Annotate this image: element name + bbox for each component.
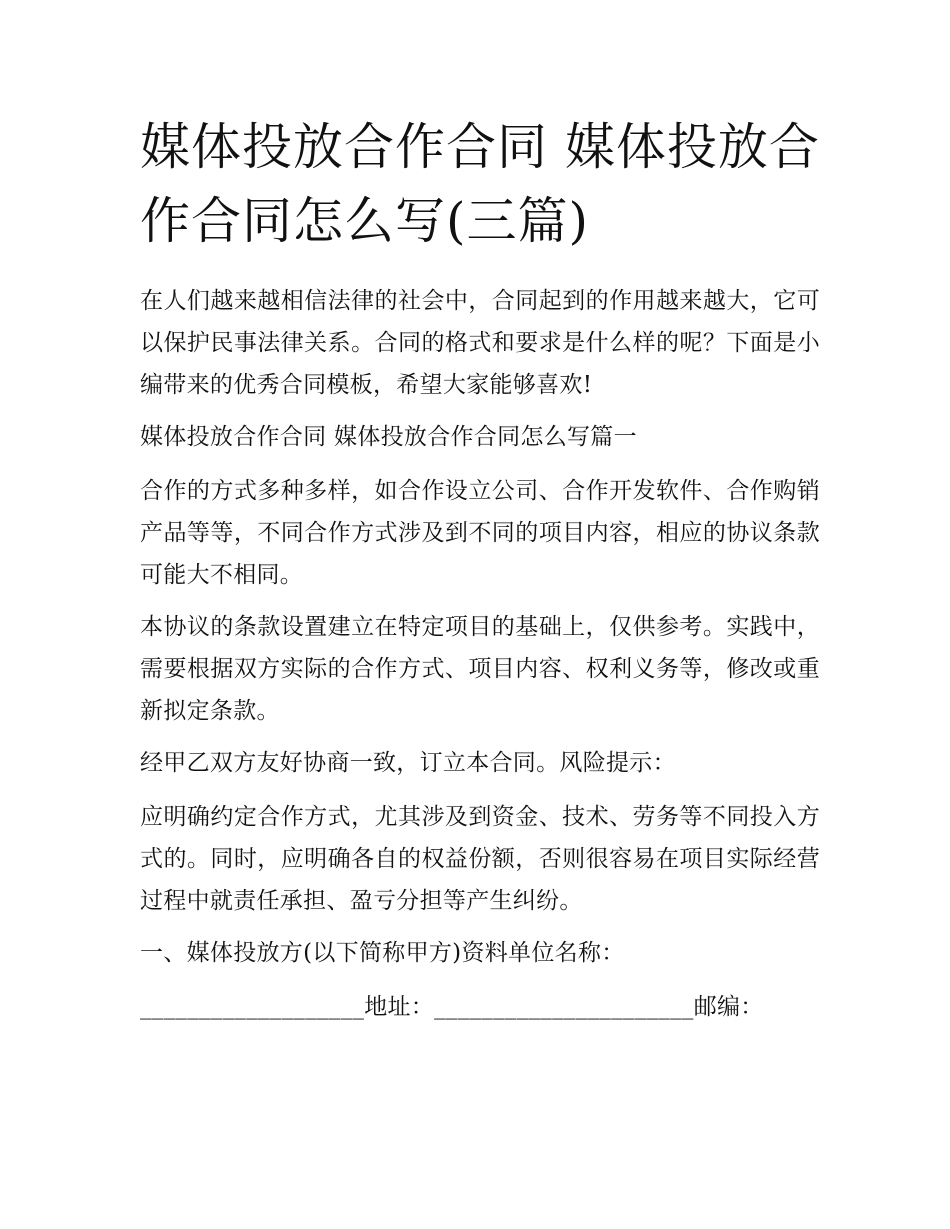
paragraph-agreement-risk: 经甲乙双方友好协商一致，订立本合同。风险提示： <box>140 750 676 776</box>
clause-party-a-info: 一、媒体投放方(以下简称甲方)资料单位名称： <box>140 940 625 966</box>
section-heading-one: 媒体投放合作合同 媒体投放合作合同怎么写篇一 <box>140 424 637 450</box>
document-body <box>140 280 820 1040</box>
document-title: 媒体投放合作合同 媒体投放合作合同怎么写(三篇) <box>140 118 820 250</box>
intro-paragraph: 在人们越来越相信法律的社会中，合同起到的作用越来越大，它可以保护民事法律关系。合同的格式和要求是什么样的呢？下面是小编带来的优秀合同模板，希望大家能够喜欢! <box>140 288 820 398</box>
fill-in-address-line: ___________________地址：______________________邮编： <box>140 994 764 1020</box>
paragraph-cooperation-methods: 合作的方式多种多样，如合作设立公司、合作开发软件、合作购销产品等等，不同合作方式涉及到不同的项目内容，相应的协议条款可能大不相同。 <box>140 478 820 588</box>
paragraph-terms-reference: 本协议的条款设置建立在特定项目的基础上，仅供参考。实践中，需要根据双方实际的合作方式、项目内容、权利义务等，修改或重新拟定条款。 <box>140 614 820 724</box>
paragraph-risk-detail: 应明确约定合作方式，尤其涉及到资金、技术、劳务等不同投入方式的。同时，应明确各自的权益份额，否则很容易在项目实际经营过程中就责任承担、盈亏分担等产生纠纷。 <box>140 804 820 914</box>
